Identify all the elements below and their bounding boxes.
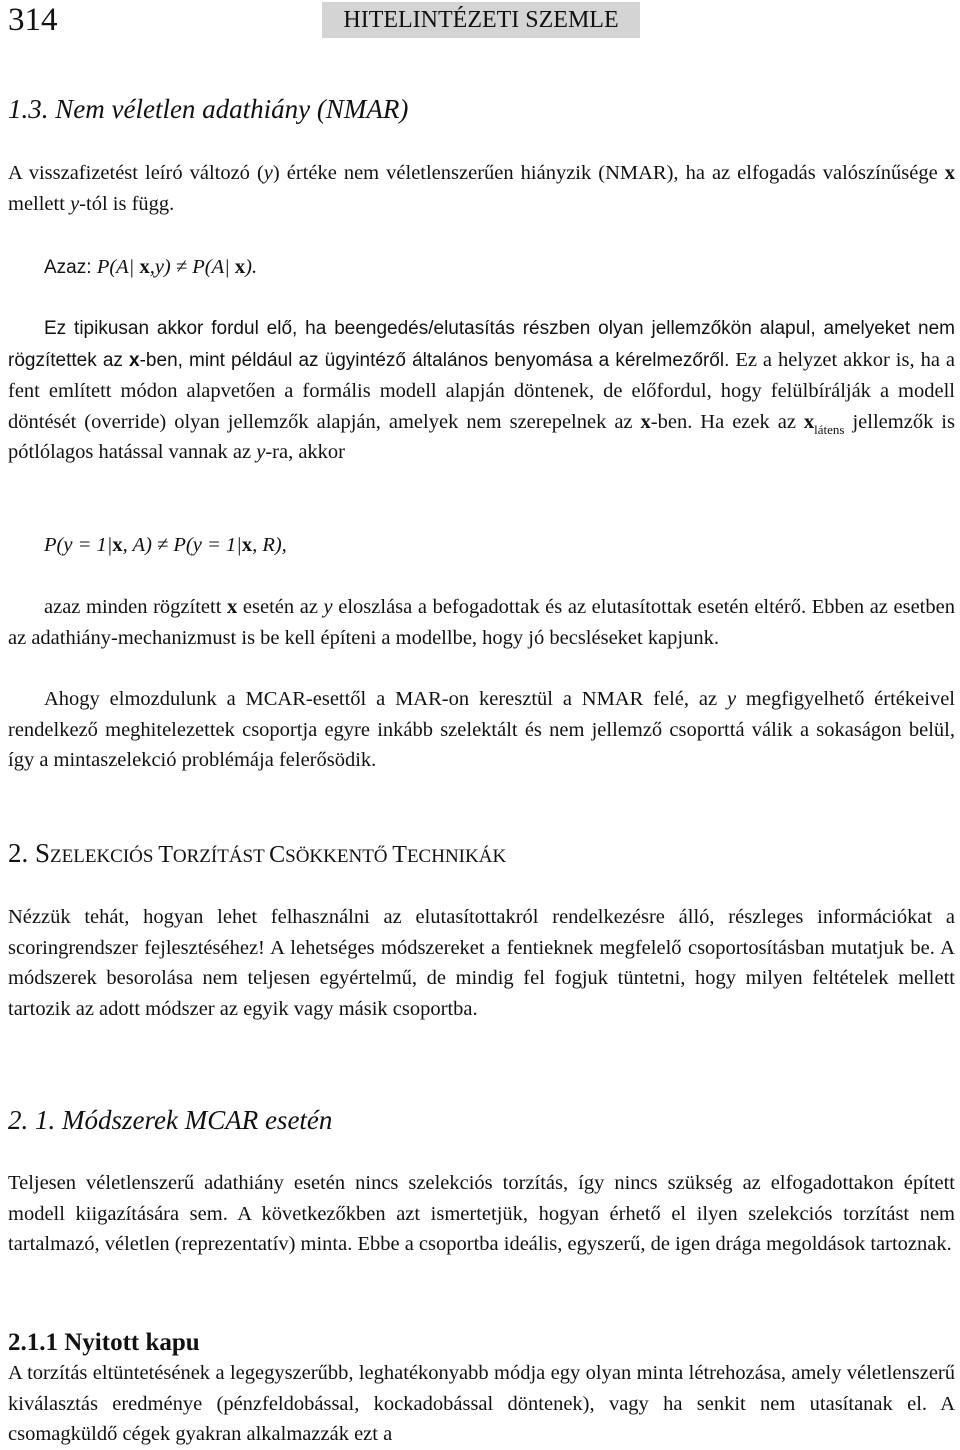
paragraph-mcar-methods: Teljesen véletlenszerű adathiány esetén nincs szelekciós torzítás, így nincs szükség az elfogadottakon épített modell kiigazítására sem. A következőkben azt ismertetjük, hogyan érhető el ilyen szelekciós torzítást nem tartalmazó, véletlen (reprezentatív) minta. Ebbe a csoportba ideális, egyszerű, de igen drága megoldások tartoznak. (8, 1172, 955, 1255)
equation-probability: P(y = 1|x, A) ≠ P(y = 1|x, R), (44, 534, 287, 556)
section-heading-2: 2. SZELEKCIÓS TORZÍTÁST CSÖKKENTŐ TECHNIKÁK (8, 838, 507, 868)
paragraph-open-gate: A torzítás eltüntetésének a legegyszerűbb, leghatékonyabb módja egy olyan minta létrehozása, amely véletlenszerű kiválasztás eredménye (pénzfeldobással, kockadobással döntenek), vagy ha senkit nem utasítanak el. A csomagküldő cégek gyakran alkalmazzák ezt a (8, 1362, 955, 1445)
paragraph-typical-case: Ez tipikusan akkor fordul elő, ha beengedés/elutasítás részben olyan jellemzőkön alapul, amelyeket nem rögzítettek az x-ben, mint például az ügyintéző általános benyomása a kérelmezőről. Ez a helyzet akkor is, ha a fent említett módon alapvetően a formális modell alapján döntenek, de előfordul, hogy felülbírálják a modell döntését (override) olyan jellemzők alapján, amelyek nem szerepelnek az x-ben. Ha ezek az $x_{látens}$ jellemzők is pótlólagos hatással vannak az y-ra, akkor (8, 318, 955, 463)
azaz-formula: Azaz: P(A| x,y) ≠ P(A| x). (44, 256, 258, 278)
section-heading-2-1: 2. 1. Módszerek MCAR esetén (8, 1105, 333, 1135)
page-header (0, 0, 960, 44)
section-heading-2-1-1: 2.1.1 Nyitott kapu (8, 1329, 200, 1356)
paragraph-nmar-definition: A visszafizetést leíró változó (y) értéke nem véletlenszerűen hiányzik (NMAR), ha az elfogadás valószínűsége x mellett y-tól is függ. (8, 162, 955, 215)
section-heading-1-3: 1.3. Nem véletlen adathiány (NMAR) (8, 94, 409, 124)
page-number: 314 (8, 2, 58, 38)
paragraph-section-2-intro: Nézzük tehát, hogyan lehet felhasználni az elutasítottakról rendelkezésre álló, részleges információkat a scoringrendszer fejlesztéséhez! A lehetséges módszereket a fentieknek megfelelő csoportosításban mutatjuk be. A módszerek besorolása nem teljesen egyértelmű, de mindig fel fogjuk tüntetni, hogy milyen feltételek mellett tartozik az adott módszer az egyik vagy másik csoportba. (8, 906, 955, 1020)
journal-title: HITELINTÉZETI SZEMLE (322, 2, 640, 38)
paragraph-selection-problem: Ahogy elmozdulunk a MCAR-esettől a MAR-on keresztül a NMAR felé, az y megfigyelhető értékeivel rendelkező meghitelezettek csoportja egyre inkább szelektált és nem jellemző csoporttá válik a sokaságon belül, így a mintaszelekció problémája felerősödik. (8, 688, 955, 771)
paragraph-distribution: azaz minden rögzített x esetén az y eloszlása a befogadottak és az elutasítottak esetén eltérő. Ebben az esetben az adathiány-mechanizmust is be kell építeni a modellbe, hogy jó becsléseket kapjunk. (8, 596, 955, 649)
